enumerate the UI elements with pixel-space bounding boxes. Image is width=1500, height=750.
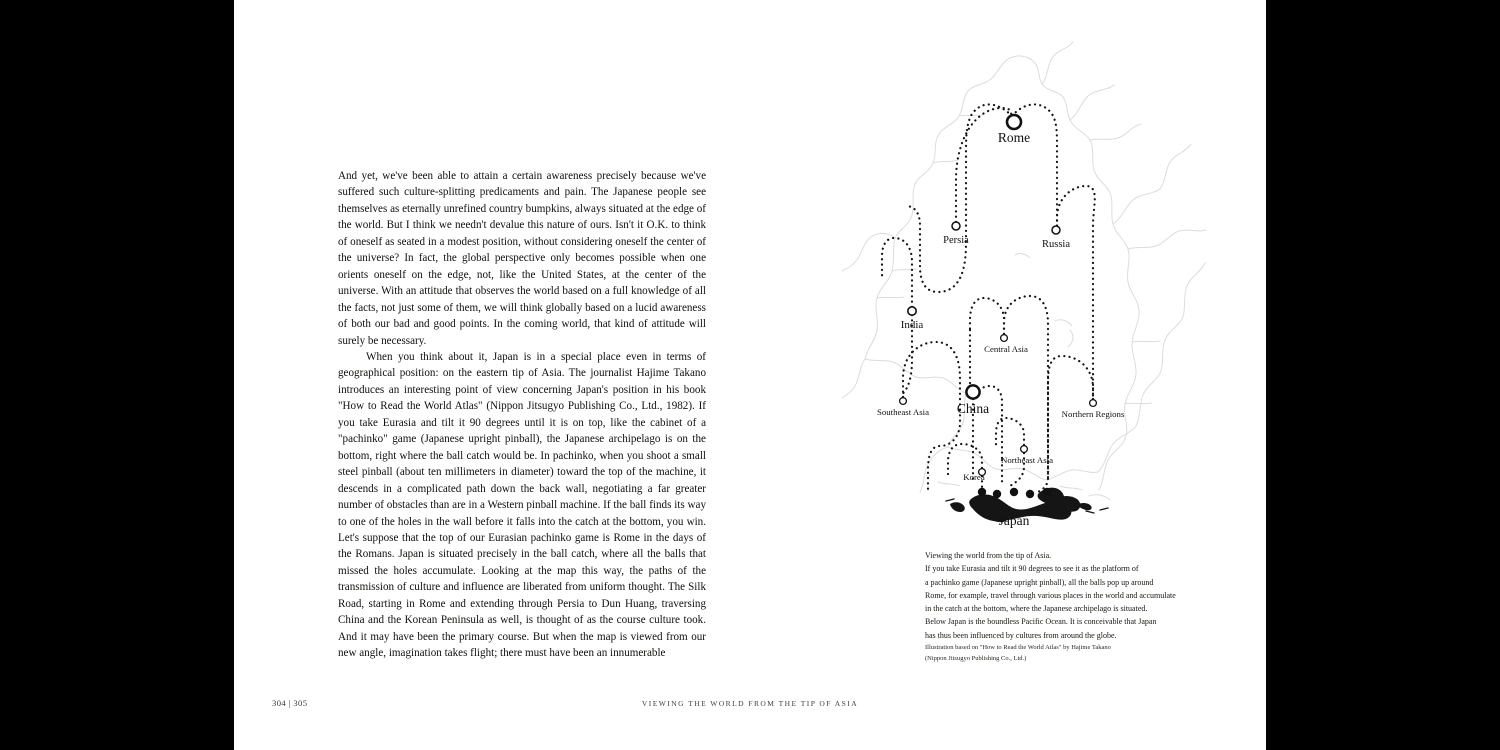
figure-caption — [925, 549, 1245, 665]
map-label-central-asia: Central Asia — [984, 344, 1028, 354]
caption-line: Below Japan is the boundless Pacific Ocean. It is conceivable that Japan — [925, 617, 1157, 627]
paragraph-2: When you think about it, Japan is in a special place even in terms of geographical position: on the eastern tip of Asia. The journalist Hajime Takano introduces an interesting point of view concerning Japan's position in his book "How to Read the World Atlas" (Nippon Jitsugyo Publishing Co., Ltd., 1982). If you take Eurasia and tilt it 90 degrees until it is on top, like the cabinet of a "pachinko" game (Japanese upright pinball), the Japanese archipelago is on the bottom, right where the ball catch would be. In pachinko, when you shoot a small steel pinball (about ten millimeters in diameter) toward the top of the machine, it descends in a complicated path down the back wall, negotiating a far greater number of obstacles than are in a Western pinball machine. If the ball finds its way to one of the holes in the wall before it falls into the catch at the bottom, you win. Let's suppose that the top of our Eurasian pachinko game is Rome in the days of the Romans. Japan is situated precisely in the ball catch, where all the balls that missed the holes accumulate. Looking at the map this way, the paths of the transmission of culture and influence are liberated from uniform thought. The Silk Road, starting in Rome and extending through Persia to Dun Huang, traversing China and the Korean Peninsula as well, is thought of as the course culture took. And it may have been the primary course. But when the map is viewed from our new angle, imagination takes flight; there must have been an innumerable — [338, 350, 706, 660]
map-label-india: India — [900, 319, 924, 331]
book-page-spread — [234, 0, 1266, 750]
caption-line: Viewing the world from the tip of Asia. — [925, 551, 1052, 560]
path-india-spine — [882, 238, 912, 307]
map-label-russia: Russia — [1041, 239, 1071, 250]
pachinko-ball — [993, 490, 1001, 498]
path-rome-left-spine — [906, 104, 1012, 292]
page-folio: 304 | 305 — [272, 698, 308, 708]
caption-body — [925, 549, 1245, 642]
caption-line: If you take Eurasia and tilt it 90 degrees to see it as the platform of — [925, 564, 1139, 574]
caption-credit — [925, 642, 1245, 665]
letterbox-bar-right — [1266, 0, 1500, 750]
map-node-india[interactable] — [908, 307, 916, 315]
caption-credit-line: Illustration based on "How to Read the World Atlas" by Hajime Takano — [925, 644, 1111, 652]
pachinko-ball — [978, 488, 986, 496]
map-label-rome: Rome — [997, 130, 1031, 145]
map-node-russia[interactable] — [1052, 226, 1060, 234]
pachinko-ball — [1026, 490, 1034, 498]
caption-line: in the catch at the bottom, where the Japanese archipelago is situated. — [925, 604, 1148, 614]
map-label-korea: Korea — [963, 472, 985, 482]
map-node-central-asia[interactable] — [1001, 335, 1008, 342]
path-persia-to-rome — [956, 108, 1012, 222]
pachinko-ball — [1043, 488, 1051, 496]
map-coastline-outline — [842, 42, 1206, 500]
map-node-rome[interactable] — [1007, 115, 1021, 129]
path-northeast-asia-left — [996, 418, 1024, 448]
pachinko-ball-paths — [882, 104, 1095, 492]
map-label-northern-regions: Northern Regions — [1061, 409, 1125, 419]
running-head: VIEWING THE WORLD FROM THE TIP OF ASIA — [641, 699, 859, 708]
caption-line: has thus been influenced by cultures from around the globe. — [925, 630, 1117, 640]
map-node-persia[interactable] — [952, 222, 960, 230]
letterbox-bar-left — [0, 0, 234, 750]
pachinko-ball — [1010, 488, 1018, 496]
path-central-asia-left — [970, 298, 1004, 334]
path-russia-arc-right — [1057, 186, 1095, 399]
map-label-northeast-asia: Northeast Asia — [1000, 455, 1054, 465]
map-label-southeast-asia: Southeast Asia — [876, 407, 930, 417]
caption-line: a pachinko game (Japanese upright pinball), all the balls pop up around — [925, 577, 1154, 587]
paragraph-1: And yet, we've been able to attain a certain awareness precisely because we've suffered such culture-splitting predicaments and pain. The Japanese people see themselves as eternally unrefined country bumpkins, always situated at the edge of the world. But I think we needn't devalue this nature of ours. Isn't it O.K. to think of oneself as seated in a modest position, without considering oneself the center of the universe? In fact, the global perspective only becomes possible when one orients oneself on the edge, not, like the United States, at the center of the universe. With an attitude that observes the world based on a full knowledge of all the facts, not just some of them, we will think globally based on a lucid awareness of both our bad and good points. In the coming world, that kind of attitude will surely be necessary. — [338, 170, 706, 347]
caption-line: Rome, for example, travel through various places in the world and accumulate — [925, 590, 1176, 600]
map-label-persia: Persia — [943, 235, 969, 246]
map-label-china: China — [956, 401, 990, 416]
map-node-northern-regions[interactable] — [1090, 400, 1097, 407]
map-node-southeast-asia[interactable] — [900, 398, 907, 405]
map-node-northeast-asia[interactable] — [1021, 446, 1028, 453]
path-southeast-dip-korea — [928, 410, 960, 492]
caption-credit-line: (Nippon Jitsugyo Publishing Co., Ltd.) — [925, 655, 1027, 663]
pachinko-map-figure — [842, 30, 1242, 540]
map-node-labels — [877, 130, 1125, 528]
map-label-japan: Japan — [998, 513, 1030, 528]
body-text-column — [338, 168, 706, 662]
map-node-china[interactable] — [966, 385, 979, 398]
